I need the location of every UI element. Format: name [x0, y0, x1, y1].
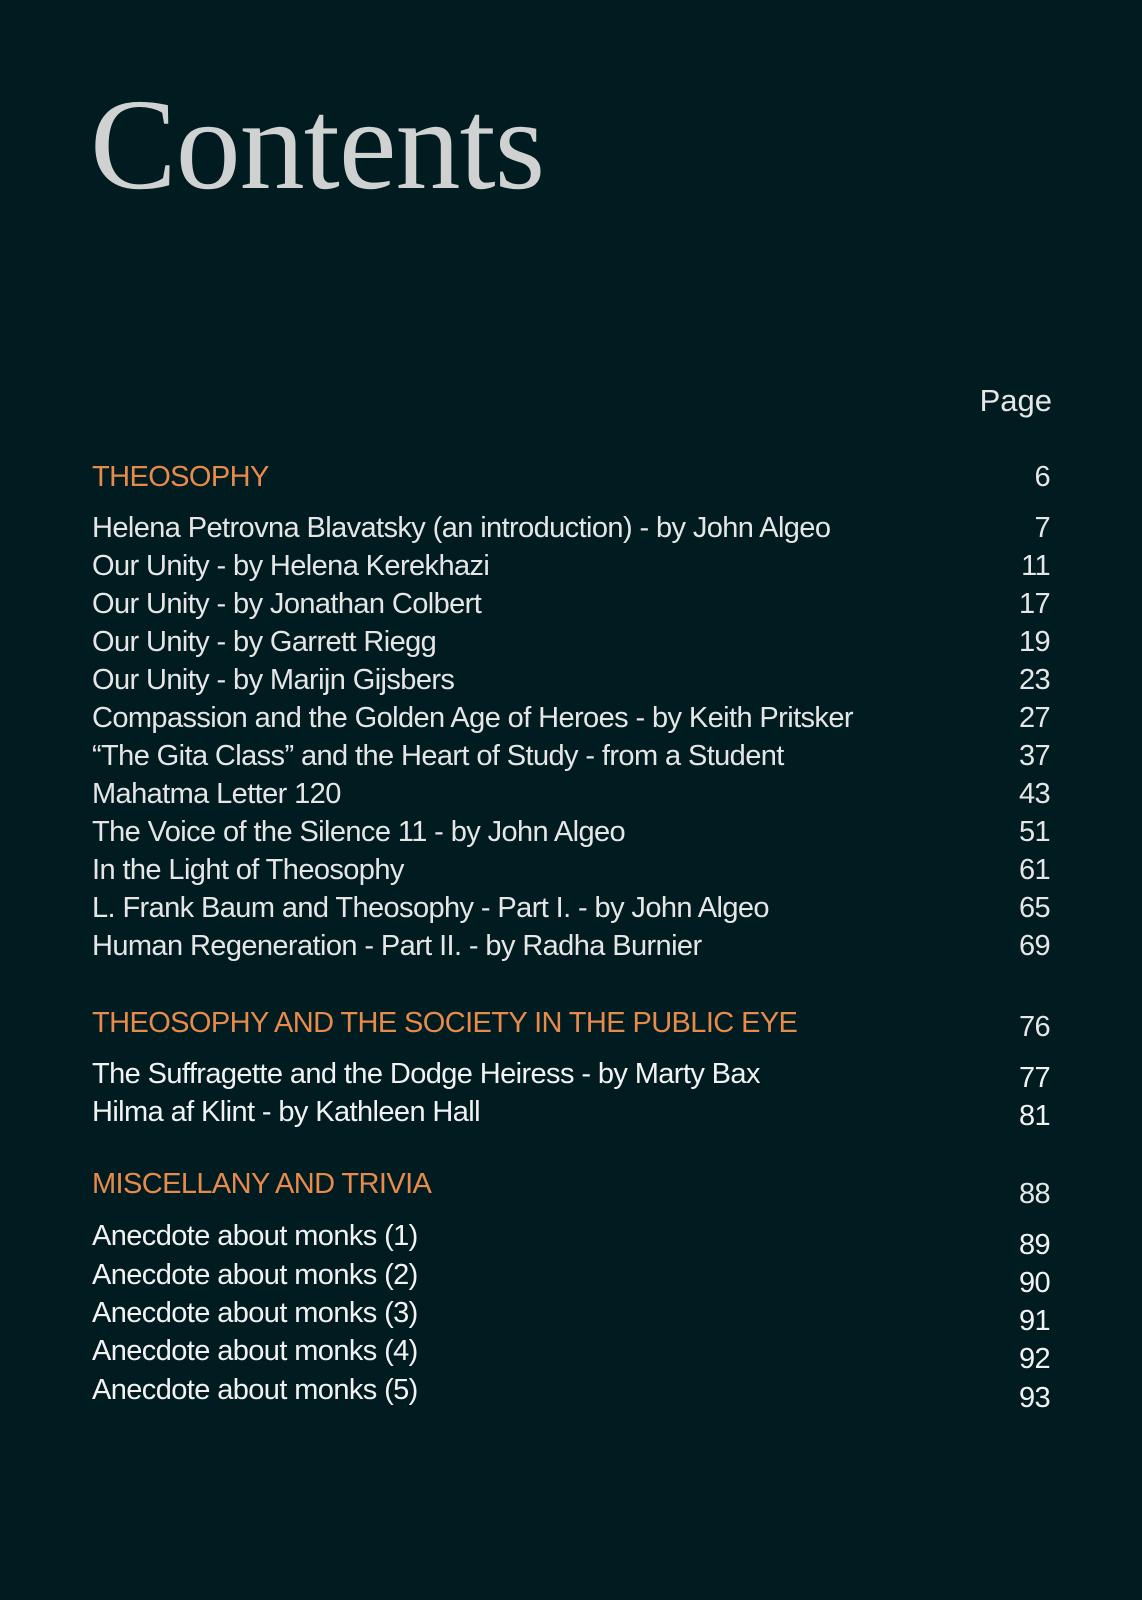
entry-title: Anecdote about monks (1) — [92, 1220, 418, 1252]
toc-entry[interactable] — [92, 814, 1050, 854]
toc-entry[interactable] — [92, 776, 1050, 816]
toc-entry[interactable] — [92, 700, 1050, 740]
section-heading-miscellany[interactable] — [92, 1166, 1050, 1210]
page-number: 90 — [1018, 1267, 1050, 1299]
toc-entry[interactable] — [92, 890, 1050, 930]
page-number: 92 — [1018, 1343, 1050, 1375]
toc-entry[interactable] — [92, 852, 1050, 892]
entry-title: Mahatma Letter 120 — [92, 778, 341, 810]
page-number: 11 — [1021, 550, 1050, 582]
entry-title: Anecdote about monks (2) — [92, 1259, 418, 1291]
page-number: 17 — [1018, 588, 1050, 620]
page-number: 91 — [1018, 1305, 1050, 1337]
toc-entry[interactable] — [92, 624, 1050, 664]
toc-entry[interactable] — [92, 1094, 1050, 1134]
page-number: 89 — [1018, 1229, 1050, 1261]
page-number: 93 — [1018, 1382, 1050, 1414]
section-heading-public-eye[interactable] — [92, 1005, 1050, 1045]
toc-entry[interactable] — [92, 548, 1050, 588]
page-number: 7 — [1034, 512, 1050, 544]
toc-entry[interactable] — [92, 1295, 1050, 1335]
page-number: 19 — [1018, 626, 1050, 658]
page-title: Contents — [90, 73, 545, 217]
page-column-header: Page — [979, 383, 1052, 418]
toc-entry[interactable] — [92, 662, 1050, 702]
page-number: 37 — [1018, 740, 1050, 772]
page-number: 23 — [1018, 664, 1050, 696]
entry-title: Hilma af Klint - by Kathleen Hall — [92, 1096, 480, 1128]
toc-entry[interactable] — [92, 586, 1050, 626]
entry-title: The Suffragette and the Dodge Heiress - by Marty Bax — [92, 1058, 760, 1090]
page-number: 69 — [1018, 930, 1050, 962]
toc-entry[interactable] — [92, 1333, 1050, 1373]
entry-title: “The Gita Class” and the Heart of Study - from a Student — [92, 740, 784, 772]
toc-entry[interactable] — [92, 1056, 1050, 1096]
entry-title: Our Unity - by Garrett Riegg — [92, 626, 437, 658]
toc-entry[interactable] — [92, 510, 1050, 550]
toc-entry[interactable] — [92, 1218, 1050, 1261]
page-number: 43 — [1018, 778, 1050, 810]
page-number: 6 — [1034, 461, 1050, 493]
page-number: 77 — [1018, 1062, 1050, 1094]
entry-title: Helena Petrovna Blavatsky (an introduction) - by John Algeo — [92, 512, 831, 544]
page-number: 65 — [1018, 892, 1050, 924]
entry-title: In the Light of Theosophy — [92, 854, 404, 886]
entry-title: Our Unity - by Jonathan Colbert — [92, 588, 482, 620]
entry-title: Our Unity - by Helena Kerekhazi — [92, 550, 490, 582]
page-number: 61 — [1018, 854, 1050, 886]
entry-title: Our Unity - by Marijn Gijsbers — [92, 664, 455, 696]
page-number: 51 — [1018, 816, 1050, 848]
section-heading-label: MISCELLANY AND TRIVIA — [92, 1168, 432, 1200]
entry-title: Compassion and the Golden Age of Heroes - by Keith Pritsker — [92, 702, 853, 734]
entry-title: Anecdote about monks (3) — [92, 1297, 418, 1329]
toc-entry[interactable] — [92, 1257, 1050, 1297]
toc-entry[interactable] — [92, 1372, 1050, 1412]
entry-title: Human Regeneration - Part II. - by Radha Burnier — [92, 930, 702, 962]
toc-entry[interactable] — [92, 738, 1050, 778]
entry-title: Anecdote about monks (5) — [92, 1374, 418, 1406]
toc-entry[interactable] — [92, 928, 1050, 968]
entry-title: Anecdote about monks (4) — [92, 1335, 418, 1367]
entry-title: The Voice of the Silence 11 - by John Algeo — [92, 816, 626, 848]
section-heading-theosophy[interactable] — [92, 459, 1050, 499]
page-number: 81 — [1018, 1100, 1050, 1132]
entry-title: L. Frank Baum and Theosophy - Part I. - by John Algeo — [92, 892, 769, 924]
section-heading-label: THEOSOPHY — [92, 461, 269, 493]
page-number: 76 — [1018, 1011, 1050, 1043]
page-number: 27 — [1018, 702, 1050, 734]
page-number: 88 — [1018, 1178, 1050, 1210]
section-heading-label: THEOSOPHY AND THE SOCIETY IN THE PUBLIC EYE — [92, 1007, 798, 1039]
